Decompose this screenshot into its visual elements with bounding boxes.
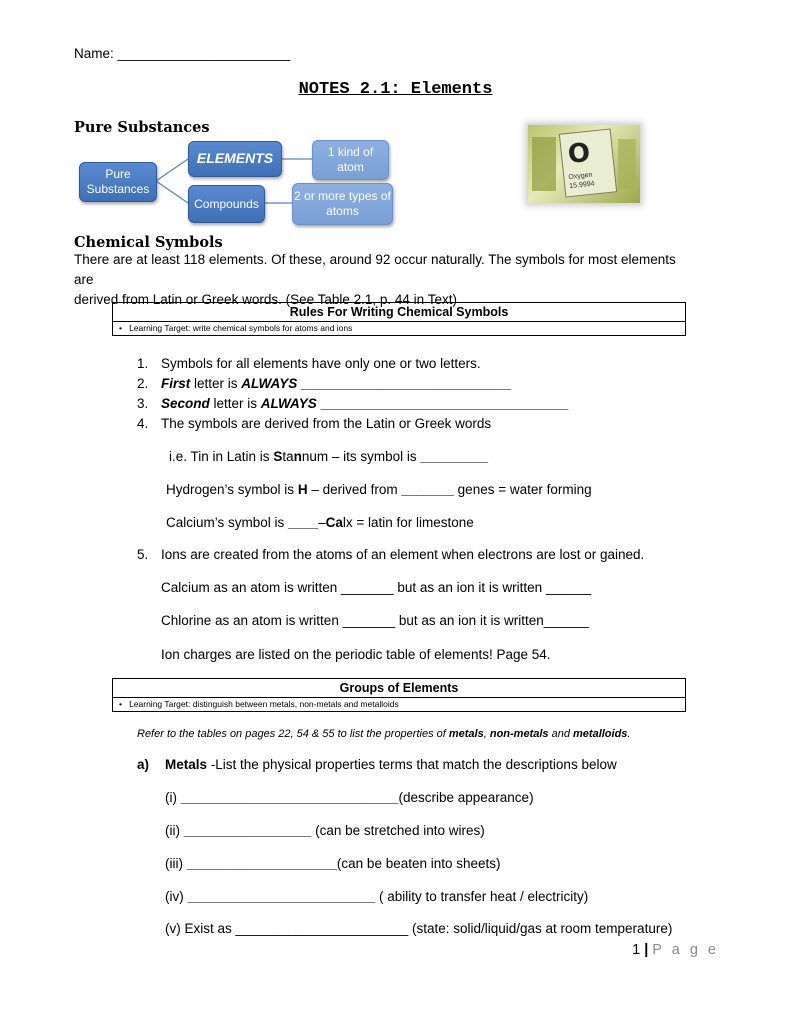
- metals-label: a): [137, 757, 150, 772]
- tin-blank: _________: [420, 449, 488, 464]
- element-tile: [559, 128, 617, 197]
- rule-number: 1.: [137, 356, 149, 371]
- hydrogen-text-b: H: [297, 482, 308, 497]
- rule-text: Ions are created from the atoms of an element when electrons are lost or gained.: [161, 547, 645, 562]
- tin-text-c: ta: [282, 449, 294, 464]
- calcium-text-b: –: [318, 515, 326, 530]
- connector-root-compounds: [156, 181, 188, 203]
- property-num: (iv): [165, 889, 188, 904]
- refer-metalloids: metalloids: [573, 728, 628, 740]
- intro-line-2: derived from Latin or Greek words. (See Table 2.1, p. 44 in Text): [74, 292, 457, 307]
- metals-heading: [137, 757, 617, 772]
- rule-number: 5.: [137, 547, 149, 562]
- title-text: NOTES 2.1: Elements: [298, 80, 493, 99]
- rule-text: Symbols for all elements have only one or two letters.: [161, 356, 481, 371]
- connector-root-elements: [156, 159, 188, 181]
- hydrogen-example: [166, 482, 592, 497]
- ion-chlorine: Chlorine as an atom is written _______ but as an ion it is written______: [161, 613, 589, 628]
- rule-mid: letter is: [209, 396, 261, 411]
- refer-end: .: [627, 728, 631, 740]
- rule-blank: ____________________________: [297, 376, 512, 391]
- pure-substances-heading: Pure Substances: [74, 119, 210, 136]
- metals-instructions: -List the physical properties terms that match the descriptions below: [207, 757, 617, 772]
- property-desc: (can be beaten into sheets): [336, 856, 501, 871]
- hydrogen-text-a: Hydrogen’s symbol is: [166, 482, 298, 497]
- ion-charges-note: Ion charges are listed on the periodic table of elements! Page 54.: [161, 647, 551, 662]
- rule-blank: _________________________________: [316, 396, 569, 411]
- rule-number: 4.: [137, 416, 149, 431]
- property-desc: ( ability to transfer heat / electricity): [375, 889, 589, 904]
- rule-keyword: ALWAYS: [260, 396, 317, 411]
- groups-box-target: • Learning Target: distinguish between metals, non-metals and metalloids: [119, 699, 399, 709]
- property-num: (v) Exist as: [165, 921, 236, 936]
- property-blank: _____________________________: [180, 790, 399, 805]
- property-desc: (describe appearance): [398, 790, 534, 805]
- rule-keyword: ALWAYS: [241, 376, 298, 391]
- metal-property-2: [165, 823, 485, 838]
- groups-box-heading: Groups of Elements: [113, 679, 685, 698]
- tin-text-e: num – its symbol is: [301, 449, 421, 464]
- page-number: 1: [632, 942, 641, 958]
- property-desc: (state: solid/liquid/gas at room temperature): [408, 921, 673, 936]
- learning-target-text: Learning Target: distinguish between metals, non-metals and metalloids: [129, 699, 399, 709]
- metal-property-4: [165, 889, 588, 904]
- metals-title: Metals: [165, 757, 208, 772]
- tin-text-d: n: [293, 449, 302, 464]
- tin-example: [169, 449, 488, 464]
- property-desc: (can be stretched into wires): [311, 823, 485, 838]
- hydrogen-text-d: genes = water forming: [453, 482, 592, 497]
- tin-text-a: i.e. Tin in Latin is: [169, 449, 274, 464]
- property-num: (iii): [165, 856, 187, 871]
- property-num: (i): [165, 790, 181, 805]
- refer-comma: ,: [483, 728, 490, 740]
- diagram-node-elements: ELEMENTS: [188, 141, 282, 177]
- property-blank: _________________: [183, 823, 312, 838]
- intro-line-1: There are at least 118 elements. Of these, around 92 occur naturally. The symbols for most elements are: [74, 252, 676, 287]
- diagram-node-two-types: 2 or more types of atoms: [292, 183, 393, 225]
- rules-box: [112, 302, 686, 336]
- groups-box: [112, 678, 686, 712]
- hydrogen-blank: _______: [401, 482, 454, 497]
- rule-mid: letter is: [190, 376, 242, 391]
- property-blank: ____________________: [186, 856, 337, 871]
- rule-text: The symbols are derived from the Latin or Greek words: [161, 416, 492, 431]
- rules-box-heading: Rules For Writing Chemical Symbols: [113, 303, 685, 322]
- refer-note: [137, 728, 630, 740]
- concept-connectors: [0, 0, 791, 240]
- learning-target-text: Learning Target: write chemical symbols for atoms and ions: [129, 323, 353, 333]
- property-blank: _________________________: [187, 889, 376, 904]
- property-blank: _______________________: [235, 921, 409, 936]
- footer-separator: |: [640, 942, 653, 958]
- rule-number: 3.: [137, 396, 149, 411]
- refer-text: Refer to the tables on pages 22, 54 & 55 to list the properties of: [137, 728, 449, 740]
- rule-5: [137, 547, 644, 562]
- oxygen-element-image: [528, 125, 640, 203]
- metal-property-1: [165, 790, 534, 805]
- name-line: Name: _______________________: [74, 46, 291, 61]
- metal-property-3: [165, 856, 501, 871]
- rule-1: [137, 356, 481, 371]
- rule-3: [137, 396, 568, 411]
- hydrogen-text-c: – derived from: [307, 482, 402, 497]
- element-name: Oxygen: [568, 171, 593, 182]
- metal-property-5: [165, 921, 672, 936]
- calcium-example: [166, 515, 474, 530]
- calcium-text-a: Calcium’s symbol is: [166, 515, 289, 530]
- element-symbol: O: [566, 137, 592, 170]
- property-num: (ii): [165, 823, 184, 838]
- diagram-node-pure-substances: Pure Substances: [79, 162, 157, 202]
- rule-4: [137, 416, 491, 431]
- refer-nonmetals: non-metals: [489, 728, 549, 740]
- diagram-node-one-kind: 1 kind of atom: [312, 140, 389, 180]
- calcium-text-c: Ca: [325, 515, 343, 530]
- adjacent-tile-left: [532, 137, 556, 191]
- adjacent-tile: [618, 139, 636, 189]
- diagram-node-compounds: Compounds: [188, 185, 265, 223]
- rule-2: [137, 376, 511, 391]
- chemical-symbols-intro: [74, 250, 694, 310]
- rule-number: 2.: [137, 376, 149, 391]
- chemical-symbols-heading: Chemical Symbols: [74, 234, 223, 251]
- page-word: P a g e: [652, 942, 719, 958]
- calcium-text-d: lx = latin for limestone: [342, 515, 474, 530]
- rules-box-target: • Learning Target: write chemical symbols for atoms and ions: [119, 323, 353, 333]
- element-mass: 15.9994: [568, 180, 595, 191]
- page-footer: [632, 942, 719, 958]
- refer-metals: metals: [448, 728, 484, 740]
- calcium-blank: ____: [288, 515, 319, 530]
- refer-and: and: [548, 728, 574, 740]
- tin-text-b: S: [273, 449, 283, 464]
- rule-lead: Second: [161, 396, 210, 411]
- ion-calcium: Calcium as an atom is written _______ but as an ion it is written ______: [161, 580, 591, 595]
- rule-lead: First: [161, 376, 191, 391]
